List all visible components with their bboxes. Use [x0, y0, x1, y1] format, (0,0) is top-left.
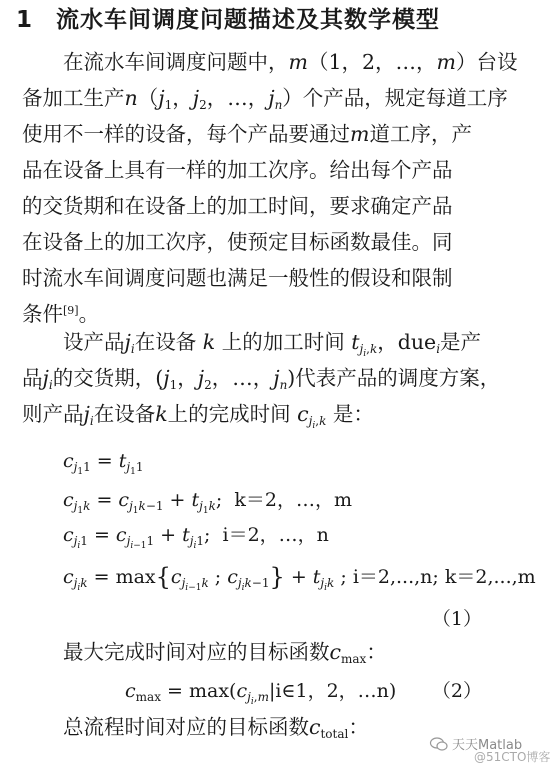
p1-line2: 备加工生产$n(j_1$，$j_2$，…，$j_n$）个产品，规定每道工序: [22, 86, 508, 112]
watermark: 天天Matlab @51CTO博客: [430, 734, 522, 753]
p2-line2: 品$j_i$的交货期，($j_1$，$j_2$，…，$j_n$)代表产品的调度方案，: [22, 366, 501, 392]
wechat-icon: [430, 737, 448, 751]
p1-line6: 在设备上的加工次序，使预定目标函数最佳。同: [22, 230, 453, 254]
p2-line3: 则产品$j_i$在设备k上的完成时间 $c_{j_i,k}$ 是：: [22, 402, 374, 431]
equation-d: $c_{j_ik} = \max\{c_{j_{i-1}k}$ ; $c_{j_ik-1}\} + t_{j_ik}$ ; i＝2,...,n; k＝2,...,m: [63, 563, 536, 593]
cmax-formula: $c_{max}$ = $\max(c_{j_i,m}|i\in 1$，2，…n): [125, 680, 397, 707]
p1-line3: 使用不一样的设备，每个产品要通过m道工序，产: [22, 122, 472, 146]
cmax-intro: 最大完成时间对应的目标函数$c_{max}$：: [63, 640, 387, 666]
p1-line5: 的交货期和在设备上的加工时间，要求确定产品: [22, 194, 453, 218]
ctotal-intro: 总流程时间对应的目标函数$c_{total}$：: [63, 715, 369, 741]
equation-a: $c_{j_11} = t_{j_11}$: [63, 450, 144, 477]
equation-b: $c_{j_1k} = c_{j_1k-1} + t_{j_1k}$; k＝2，…，m: [63, 489, 353, 516]
equation-c: $c_{j_i1} = c_{j_{i-1}1} + t_{j_i1}$; i＝2，…，n: [63, 524, 329, 551]
section-title: 流水车间调度问题描述及其数学模型: [56, 7, 440, 33]
p1-line1: 在流水车间调度问题中，m（1，2，…，m）台设: [63, 50, 518, 74]
equation-number-2: （2）: [431, 680, 482, 702]
p1-line8: 条件[9]。: [22, 302, 100, 326]
equation-number-1: （1）: [431, 608, 482, 630]
p1-line7: 时流水车间调度问题也满足一般性的假设和限制: [22, 266, 453, 290]
citation-ref: [9]: [63, 304, 79, 317]
section-number: 1: [16, 7, 34, 33]
p2-line1: 设产品$j_i$在设备 k 上的加工时间 $t_{j_i,k}$，due$_i$是产: [63, 330, 482, 359]
section-heading: [16, 2, 440, 38]
p1-line4: 品在设备上具有一样的加工次序。给出每个产品: [22, 158, 453, 182]
